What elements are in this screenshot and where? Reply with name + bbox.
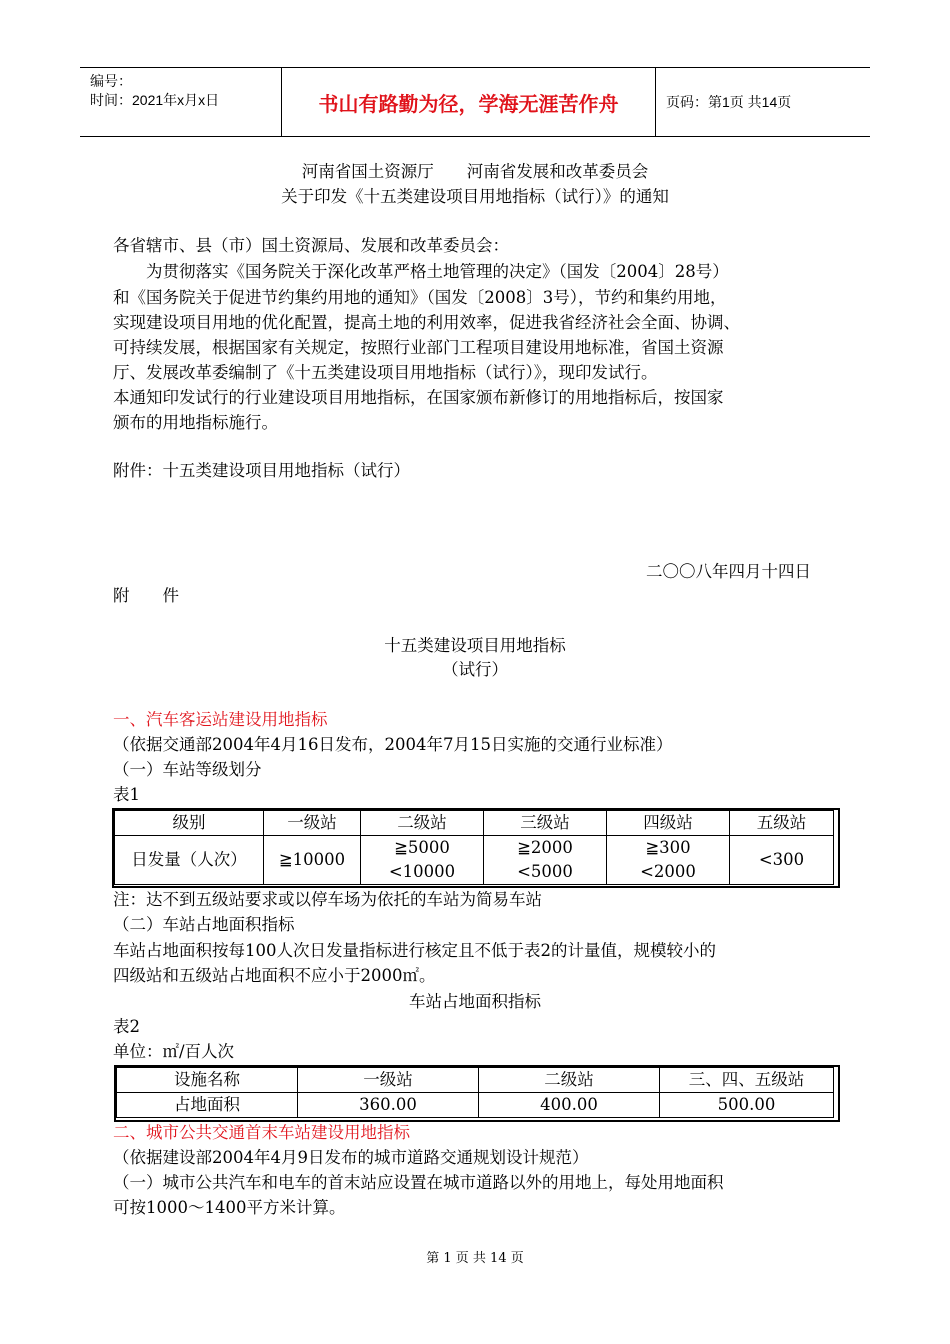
paragraph-line: 和《国务院关于促进节约集约用地的通知》（国发〔2008〕3号），节约和集约用地， [113,288,727,307]
salutation: 各省辖市、县（市）国土资源局、发展和改革委员会： [113,236,509,255]
station-area-table [116,1067,834,1118]
paragraph-line: 四级站和五级站占地面积不应小于2000㎡。 [113,966,436,985]
table-cell [361,836,484,885]
paragraph-line: 厅、发展改革委编制了《十五类建设项目用地指标（试行）》，现印发试行。 [113,363,658,382]
table-cell: ≧10000 [264,836,361,885]
section-basis: （依据建设部2004年4月9日发布的城市道路交通规划设计规范） [113,1148,589,1167]
cell-line: ≧2000 [517,838,573,857]
page-footer: 第 1 页 共 14 页 [426,1251,524,1266]
table-cell: 400.00 [479,1093,660,1118]
table-title: 车站占地面积指标 [409,992,541,1011]
header-meta [80,68,282,136]
table-header-cell: 四级站 [607,811,730,836]
section-heading: 二、城市公共交通首末车站建设用地指标 [113,1123,410,1142]
table-header-cell: 一级站 [298,1068,479,1093]
section-heading: 一、汽车客运站建设用地指标 [113,710,328,729]
attachment-line: 附件：十五类建设项目用地指标（试行） [113,461,410,480]
paragraph-line: 可持续发展，根据国家有关规定，按照行业部门工程项目建设用地标准，省国土资源 [113,338,724,357]
paragraph-line: 颁布的用地指标施行。 [113,413,278,432]
station-grade-table [114,810,834,885]
table-row-label: 占地面积 [117,1093,298,1118]
table-header-cell: 二级站 [479,1068,660,1093]
table-label: 表2 [113,1017,140,1036]
annex-title: 十五类建设项目用地指标 [384,636,566,655]
paragraph-line: 为贯彻落实《国务院关于深化改革严格土地管理的决定》（国发〔2004〕28号） [113,262,729,281]
table-header-cell: 二级站 [361,811,484,836]
table-cell: <300 [730,836,834,885]
table-header-cell: 五级站 [730,811,834,836]
table-row-label: 日发量（人次） [115,836,264,885]
header-page-number: 页码：第1页 共14页 [666,94,792,110]
paragraph-line: 本通知印发试行的行业建设项目用地指标，在国家颁布新修订的用地指标后，按国家 [113,388,724,407]
cell-line: <10000 [388,862,456,881]
notice-title: 关于印发《十五类建设项目用地指标（试行）》的通知 [281,187,669,206]
table-header-cell: 级别 [115,811,264,836]
paragraph-line: 可按1000～1400平方米计算。 [113,1198,346,1217]
cell-line: ≧300 [645,838,691,857]
paragraph-line: 实现建设项目用地的优化配置，提高土地的利用效率，促进我省经济社会全面、协调、 [113,313,740,332]
paragraph-line: 车站占地面积按每100人次日发量指标进行核定且不低于表2的计量值，规模较小的 [113,941,716,960]
table-header-cell: 三级站 [484,811,607,836]
table-cell: 360.00 [298,1093,479,1118]
table-header-cell: 一级站 [264,811,361,836]
table-header-cell: 设施名称 [117,1068,298,1093]
page-header [80,67,870,137]
issuers: 河南省国土资源厅 河南省发展和改革委员会 [301,162,649,181]
table-label: 表1 [113,785,140,804]
header-motto: 书山有路勤为径，学海无涯苦作舟 [282,68,656,136]
subsection-heading: （一）车站等级划分 [113,760,262,779]
issue-date: 二〇〇八年四月十四日 [646,562,811,581]
annex-label: 附 件 [113,586,179,605]
table-header-cell: 三、四、五级站 [660,1068,834,1093]
cell-line: ≧5000 [394,838,450,857]
header-number: 编号： [90,73,132,89]
table-note: 注：达不到五级站要求或以停车场为依托的车站为简易车站 [113,890,542,909]
subsection-heading: （二）车站占地面积指标 [113,915,295,934]
cell-line: <5000 [517,862,573,881]
table-cell [607,836,730,885]
header-time: 时间：2021年x月x日 [90,92,220,108]
annex-subtitle: （试行） [442,660,508,679]
section-basis: （依据交通部2004年4月16日发布，2004年7月15日实施的交通行业标准） [113,735,673,754]
unit-label: 单位：㎡/百人次 [113,1042,235,1061]
table-cell: 500.00 [660,1093,834,1118]
paragraph-line: （一）城市公共汽车和电车的首末站应设置在城市道路以外的用地上，每处用地面积 [113,1173,724,1192]
cell-line: <2000 [640,862,696,881]
table-cell [484,836,607,885]
